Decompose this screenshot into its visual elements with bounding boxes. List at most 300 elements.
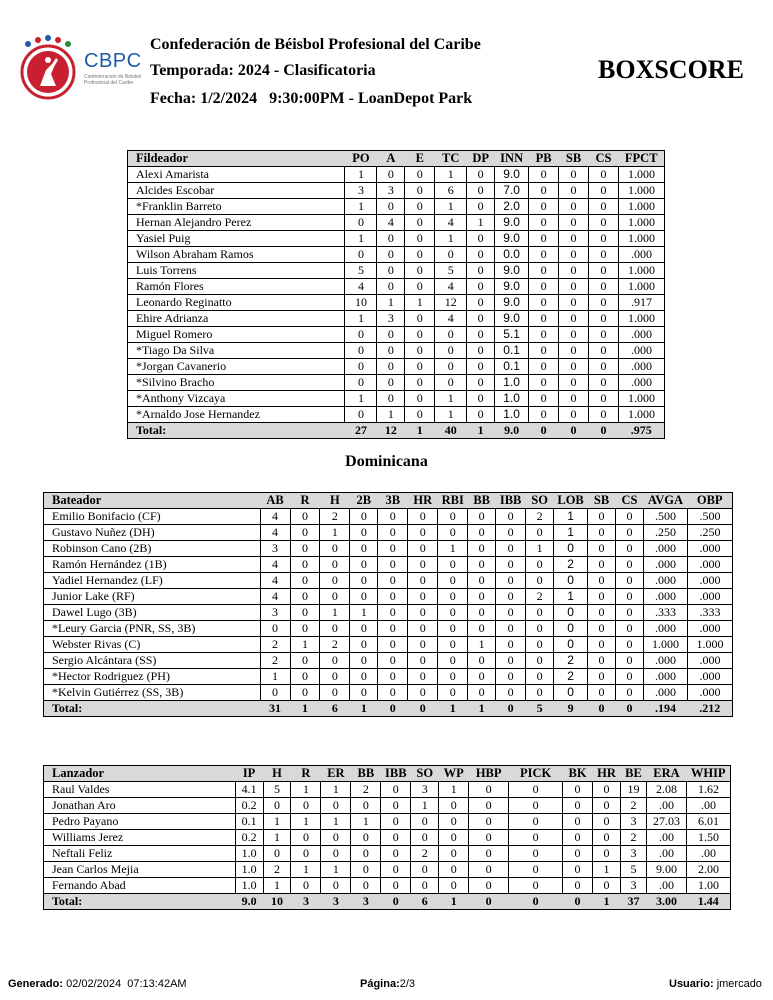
pitching-cell: Fernando Abad — [44, 878, 236, 894]
pitching-cell: 0 — [411, 830, 439, 846]
fielding-cell: 0 — [529, 407, 559, 423]
batting-cell: 0 — [350, 653, 378, 669]
batting-cell: 0 — [468, 685, 496, 701]
pitching-cell: 0 — [593, 782, 621, 798]
pitching-cell: 5 — [263, 782, 291, 798]
batting-cell: 0 — [588, 637, 616, 653]
batting-cell: 0 — [616, 637, 644, 653]
batting-cell: 0 — [616, 589, 644, 605]
batting-cell: 0 — [408, 685, 438, 701]
pitching-col-header: BE — [621, 766, 647, 782]
batting-cell: Yadiel Hernandez (LF) — [44, 573, 261, 589]
fielding-total-cell: 0 — [529, 423, 559, 439]
pitching-cell: .00 — [646, 878, 686, 894]
fielding-cell: 0 — [589, 231, 619, 247]
batting-cell: 0 — [468, 653, 496, 669]
batting-cell: 0 — [350, 573, 378, 589]
fielding-cell: 0 — [589, 263, 619, 279]
fielding-cell: 0 — [435, 375, 467, 391]
fielding-cell: 0 — [529, 279, 559, 295]
fielding-total-row — [128, 423, 665, 439]
batting-cell: 0 — [350, 685, 378, 701]
batting-cell: 0 — [408, 637, 438, 653]
fielding-row — [128, 279, 665, 295]
user-label: Usuario: — [669, 978, 714, 990]
pitching-cell: 0 — [593, 846, 621, 862]
batting-cell: 0 — [588, 669, 616, 685]
fielding-cell: 1.000 — [618, 215, 664, 231]
fielding-col-header: PB — [529, 151, 559, 167]
batting-cell: 0 — [468, 509, 496, 525]
pitching-total-cell: 3.00 — [646, 894, 686, 910]
pitching-cell: 1 — [321, 862, 351, 878]
pitching-cell: 0 — [321, 798, 351, 814]
fielding-cell: 1 — [435, 167, 467, 183]
batting-table — [43, 492, 733, 717]
fielding-cell: 0 — [589, 407, 619, 423]
user-info — [669, 978, 762, 990]
fielding-cell: 0 — [589, 327, 619, 343]
batting-cell: 0 — [496, 669, 526, 685]
fielding-cell: Leonardo Reginatto — [128, 295, 345, 311]
pitching-cell: 0 — [563, 830, 593, 846]
batting-cell: 0 — [496, 685, 526, 701]
pitching-cell: 0 — [439, 814, 469, 830]
fielding-cell: 0 — [377, 279, 405, 295]
fielding-cell: 0 — [467, 375, 495, 391]
logo-text: CBPC — [84, 50, 142, 72]
batting-cell: 0 — [408, 621, 438, 637]
fielding-cell: .917 — [618, 295, 664, 311]
batting-cell: 0 — [290, 525, 320, 541]
pitching-cell: 1.50 — [686, 830, 730, 846]
fielding-cell: 0 — [589, 215, 619, 231]
fielding-cell: *Silvino Bracho — [128, 375, 345, 391]
fielding-cell: 0 — [467, 359, 495, 375]
fielding-cell: 9.0 — [495, 279, 529, 295]
fielding-cell: 0 — [589, 359, 619, 375]
pitching-cell: 0 — [351, 862, 381, 878]
batting-cell: 3 — [260, 541, 290, 557]
pitching-cell: 0 — [351, 846, 381, 862]
batting-cell: 0 — [350, 525, 378, 541]
batting-cell: 0 — [526, 685, 554, 701]
fielding-cell: 1 — [435, 391, 467, 407]
fielding-cell: 1 — [345, 199, 377, 215]
fielding-cell: 9.0 — [495, 215, 529, 231]
fielding-cell: 0.0 — [495, 247, 529, 263]
fielding-cell: 0 — [589, 167, 619, 183]
fielding-cell: 0 — [435, 247, 467, 263]
pitching-cell: Raul Valdes — [44, 782, 236, 798]
fielding-cell: 0 — [435, 343, 467, 359]
pitching-cell: 0 — [351, 798, 381, 814]
pitching-cell: 3 — [621, 878, 647, 894]
batting-cell: 0 — [468, 621, 496, 637]
batting-cell: .000 — [687, 589, 732, 605]
fielding-cell: 0 — [559, 215, 589, 231]
pitching-cell: 0 — [509, 782, 563, 798]
fielding-cell: 0 — [345, 359, 377, 375]
pitching-cell: 1.62 — [686, 782, 730, 798]
pitching-cell: 0 — [439, 878, 469, 894]
fielding-cell: 0 — [377, 375, 405, 391]
fielding-cell: *Anthony Vizcaya — [128, 391, 345, 407]
pitching-total-cell: 0 — [509, 894, 563, 910]
batting-cell: Dawel Lugo (3B) — [44, 605, 261, 621]
batting-total-row — [44, 701, 733, 717]
batting-cell: 0 — [378, 653, 408, 669]
fielding-cell: 0 — [377, 167, 405, 183]
fielding-cell: 0 — [589, 375, 619, 391]
batting-cell: 0 — [468, 669, 496, 685]
pitching-col-header: IBB — [381, 766, 411, 782]
pitching-cell: 0 — [563, 782, 593, 798]
pitching-cell: 0 — [439, 846, 469, 862]
batting-cell: 0 — [616, 525, 644, 541]
pitching-col-header: HBP — [469, 766, 509, 782]
fielding-row — [128, 375, 665, 391]
fielding-cell: 1.000 — [618, 391, 664, 407]
pitching-row — [44, 878, 731, 894]
batting-cell: .000 — [687, 557, 732, 573]
batting-cell: 0 — [616, 685, 644, 701]
batting-col-header: IBB — [496, 493, 526, 509]
pitching-col-header: BB — [351, 766, 381, 782]
pitching-row — [44, 846, 731, 862]
fielding-cell: 0 — [467, 247, 495, 263]
pitching-cell: 0 — [439, 798, 469, 814]
fielding-cell: 0 — [529, 327, 559, 343]
batting-cell: 2 — [320, 637, 350, 653]
batting-cell: 0 — [616, 557, 644, 573]
fielding-cell: Miguel Romero — [128, 327, 345, 343]
batting-cell: .000 — [687, 653, 732, 669]
fielding-cell: 0 — [467, 407, 495, 423]
fielding-cell: 0 — [377, 343, 405, 359]
batting-cell: .000 — [643, 573, 687, 589]
batting-cell: .000 — [643, 621, 687, 637]
batting-row — [44, 685, 733, 701]
batting-cell: 1 — [554, 509, 588, 525]
batting-cell: 4 — [260, 589, 290, 605]
batting-cell: .000 — [687, 573, 732, 589]
pitching-cell: 3 — [621, 814, 647, 830]
pitching-cell: 2 — [621, 798, 647, 814]
batting-col-header: SB — [588, 493, 616, 509]
fielding-row — [128, 231, 665, 247]
fielding-cell: .000 — [618, 343, 664, 359]
batting-row — [44, 589, 733, 605]
fielding-cell: 5 — [435, 263, 467, 279]
batting-cell: 1 — [468, 637, 496, 653]
batting-cell: 0 — [408, 605, 438, 621]
batting-cell: 3 — [260, 605, 290, 621]
batting-cell: 4 — [260, 509, 290, 525]
batting-cell: 0 — [526, 653, 554, 669]
date-line: Fecha: 1/2/2024 9:30:00PM - LoanDepot Park — [150, 90, 473, 107]
fielding-cell: 0 — [559, 183, 589, 199]
fielding-total-cell: 40 — [435, 423, 467, 439]
batting-total-cell: 1 — [468, 701, 496, 717]
pitching-cell: 1 — [439, 782, 469, 798]
batting-cell: 0 — [588, 653, 616, 669]
pitching-cell: 0 — [321, 830, 351, 846]
batting-cell: 0 — [496, 589, 526, 605]
fielding-cell: 0 — [559, 407, 589, 423]
season-line: Temporada: 2024 - Clasificatoria — [150, 62, 376, 79]
pitching-cell: Williams Jerez — [44, 830, 236, 846]
batting-cell: 0 — [320, 557, 350, 573]
fielding-total-cell: 1 — [467, 423, 495, 439]
fielding-cell: *Franklin Barreto — [128, 199, 345, 215]
batting-cell: Ramón Hernández (1B) — [44, 557, 261, 573]
pitching-cell: 0 — [381, 878, 411, 894]
batting-cell: 0 — [320, 589, 350, 605]
fielding-cell: 0 — [559, 311, 589, 327]
batting-cell: 1 — [320, 605, 350, 621]
batting-cell: Emilio Bonifacio (CF) — [44, 509, 261, 525]
batting-cell: 0 — [350, 509, 378, 525]
batting-cell: 0 — [438, 509, 468, 525]
fielding-cell: 1 — [435, 231, 467, 247]
pitching-cell: 0 — [381, 846, 411, 862]
pitching-col-header: ERA — [646, 766, 686, 782]
pitching-cell: 4.1 — [235, 782, 263, 798]
pitching-cell: 0 — [469, 814, 509, 830]
fielding-cell: Yasiel Puig — [128, 231, 345, 247]
batting-cell: 0 — [290, 557, 320, 573]
batting-col-header: SO — [526, 493, 554, 509]
batting-cell: Junior Lake (RF) — [44, 589, 261, 605]
batting-cell: 0 — [554, 637, 588, 653]
fielding-cell: 0 — [559, 231, 589, 247]
fielding-row — [128, 407, 665, 423]
batting-cell: 0 — [408, 557, 438, 573]
batting-cell: 0 — [554, 541, 588, 557]
fielding-cell: 4 — [435, 279, 467, 295]
batting-cell: 0 — [438, 653, 468, 669]
pitching-cell: 2 — [621, 830, 647, 846]
batting-cell: 0 — [496, 525, 526, 541]
fielding-cell: 0 — [405, 375, 435, 391]
fielding-cell: 0 — [467, 327, 495, 343]
batting-cell: 0 — [378, 573, 408, 589]
pitching-total-cell: 1 — [593, 894, 621, 910]
fielding-cell: 0 — [529, 311, 559, 327]
batting-total-cell: 9 — [554, 701, 588, 717]
pitching-total-cell: 1 — [439, 894, 469, 910]
fielding-cell: 12 — [435, 295, 467, 311]
fielding-col-header: A — [377, 151, 405, 167]
fielding-cell: 0 — [377, 327, 405, 343]
fielding-cell: .000 — [618, 359, 664, 375]
pitching-cell: 0 — [263, 798, 291, 814]
fielding-header-row — [128, 151, 665, 167]
fielding-cell: *Tiago Da Silva — [128, 343, 345, 359]
page-value: 2/3 — [399, 978, 416, 990]
pitching-col-header: R — [291, 766, 321, 782]
fielding-cell: 0 — [467, 167, 495, 183]
pitching-cell: 0 — [411, 862, 439, 878]
pitching-cell: 0 — [321, 846, 351, 862]
fielding-cell: 4 — [345, 279, 377, 295]
pitching-cell: 0 — [563, 814, 593, 830]
pitching-cell: 0 — [509, 878, 563, 894]
batting-cell: 2 — [554, 669, 588, 685]
batting-cell: 0 — [496, 621, 526, 637]
pitching-cell: 0.2 — [235, 830, 263, 846]
pitching-cell: 1 — [411, 798, 439, 814]
pitching-cell: 1 — [593, 862, 621, 878]
batting-cell: 0 — [438, 525, 468, 541]
fielding-cell: 0 — [559, 167, 589, 183]
fielding-row — [128, 311, 665, 327]
batting-col-header: OBP — [687, 493, 732, 509]
batting-cell: 0 — [378, 509, 408, 525]
pitching-cell: 0 — [381, 814, 411, 830]
batting-cell: 0 — [496, 573, 526, 589]
batting-cell: 0 — [408, 509, 438, 525]
page-info — [360, 978, 415, 990]
fielding-cell: 0 — [405, 311, 435, 327]
fielding-cell: 0 — [405, 343, 435, 359]
fielding-cell: 0 — [345, 215, 377, 231]
pitching-cell: 0 — [509, 830, 563, 846]
fielding-cell: 0.1 — [495, 343, 529, 359]
batting-cell: 0 — [378, 685, 408, 701]
fielding-cell: 0 — [377, 263, 405, 279]
fielding-cell: 0 — [529, 167, 559, 183]
batting-row — [44, 669, 733, 685]
batting-total-cell: 0 — [616, 701, 644, 717]
fielding-cell: 0 — [529, 263, 559, 279]
batting-cell: 0 — [438, 637, 468, 653]
pitching-total-row — [44, 894, 731, 910]
batting-cell: .250 — [687, 525, 732, 541]
batting-total-cell: .212 — [687, 701, 732, 717]
batting-cell: 0 — [468, 541, 496, 557]
batting-cell: Sergio Alcántara (SS) — [44, 653, 261, 669]
fielding-row — [128, 167, 665, 183]
batting-row — [44, 541, 733, 557]
batting-col-header: RBI — [438, 493, 468, 509]
batting-col-header: LOB — [554, 493, 588, 509]
pitching-cell: 2 — [411, 846, 439, 862]
pitching-cell: 0 — [469, 782, 509, 798]
pitching-col-header: WP — [439, 766, 469, 782]
fielding-cell: 0 — [559, 247, 589, 263]
pitching-cell: 1 — [263, 814, 291, 830]
fielding-row — [128, 247, 665, 263]
fielding-cell: 1.000 — [618, 199, 664, 215]
fielding-cell: 0 — [467, 343, 495, 359]
fielding-cell: 0 — [529, 359, 559, 375]
pitching-cell: 6.01 — [686, 814, 730, 830]
fielding-row — [128, 215, 665, 231]
fielding-cell: 1 — [467, 215, 495, 231]
pitching-cell: 0 — [509, 862, 563, 878]
pitching-cell: 0 — [563, 798, 593, 814]
fielding-total-cell: 12 — [377, 423, 405, 439]
batting-cell: 0 — [616, 573, 644, 589]
batting-cell: .333 — [687, 605, 732, 621]
fielding-cell: Alcides Escobar — [128, 183, 345, 199]
batting-cell: 0 — [616, 605, 644, 621]
batting-cell: 0 — [290, 573, 320, 589]
batting-cell: 0 — [588, 573, 616, 589]
batting-col-header: 3B — [378, 493, 408, 509]
pitching-col-header: Lanzador — [44, 766, 236, 782]
fielding-cell: 0 — [589, 391, 619, 407]
fielding-row — [128, 359, 665, 375]
fielding-cell: 3 — [345, 183, 377, 199]
fielding-cell: 0 — [529, 375, 559, 391]
fielding-cell: 0 — [529, 215, 559, 231]
batting-cell: 0 — [588, 525, 616, 541]
fielding-cell: 0 — [377, 199, 405, 215]
fielding-cell: 0 — [529, 231, 559, 247]
fielding-cell: Alexi Amarista — [128, 167, 345, 183]
batting-cell: .000 — [687, 541, 732, 557]
batting-col-header: R — [290, 493, 320, 509]
fielding-cell: 0 — [559, 327, 589, 343]
pitching-col-header: IP — [235, 766, 263, 782]
fielding-cell: 0 — [405, 263, 435, 279]
fielding-cell: 0 — [467, 263, 495, 279]
fielding-cell: 1 — [435, 407, 467, 423]
batting-cell: 0 — [438, 669, 468, 685]
pitching-cell: 19 — [621, 782, 647, 798]
batting-col-header: AB — [260, 493, 290, 509]
batting-cell: 0 — [588, 605, 616, 621]
batting-cell: 0 — [260, 685, 290, 701]
pitching-cell: 0 — [439, 830, 469, 846]
batting-row — [44, 653, 733, 669]
batting-cell: 2 — [554, 557, 588, 573]
batting-cell: 0 — [290, 685, 320, 701]
pitching-cell: 0 — [469, 862, 509, 878]
pitching-cell: 1.0 — [235, 878, 263, 894]
fielding-cell: 0 — [377, 231, 405, 247]
pitching-cell: 9.00 — [646, 862, 686, 878]
fielding-total-cell: 1 — [405, 423, 435, 439]
fielding-row — [128, 343, 665, 359]
pitching-cell: .00 — [686, 846, 730, 862]
pitching-cell: 5 — [621, 862, 647, 878]
pitching-cell: 0 — [351, 830, 381, 846]
batting-cell: .000 — [643, 653, 687, 669]
pitching-total-cell: 6 — [411, 894, 439, 910]
batting-cell: 0 — [526, 557, 554, 573]
batting-cell: 0 — [588, 589, 616, 605]
fielding-col-header: SB — [559, 151, 589, 167]
batting-cell: 0 — [350, 589, 378, 605]
fielding-cell: 1.0 — [495, 375, 529, 391]
fielding-col-header: DP — [467, 151, 495, 167]
fielding-cell: .000 — [618, 247, 664, 263]
batting-cell: 0 — [588, 685, 616, 701]
pitching-cell: 0.2 — [235, 798, 263, 814]
batting-cell: 0 — [378, 589, 408, 605]
batting-cell: .333 — [643, 605, 687, 621]
fielding-cell: 0 — [467, 391, 495, 407]
batting-cell: 1 — [554, 589, 588, 605]
fielding-cell: Hernan Alejandro Perez — [128, 215, 345, 231]
batting-cell: 0 — [468, 605, 496, 621]
fielding-cell: .000 — [618, 375, 664, 391]
fielding-cell: 0 — [589, 311, 619, 327]
